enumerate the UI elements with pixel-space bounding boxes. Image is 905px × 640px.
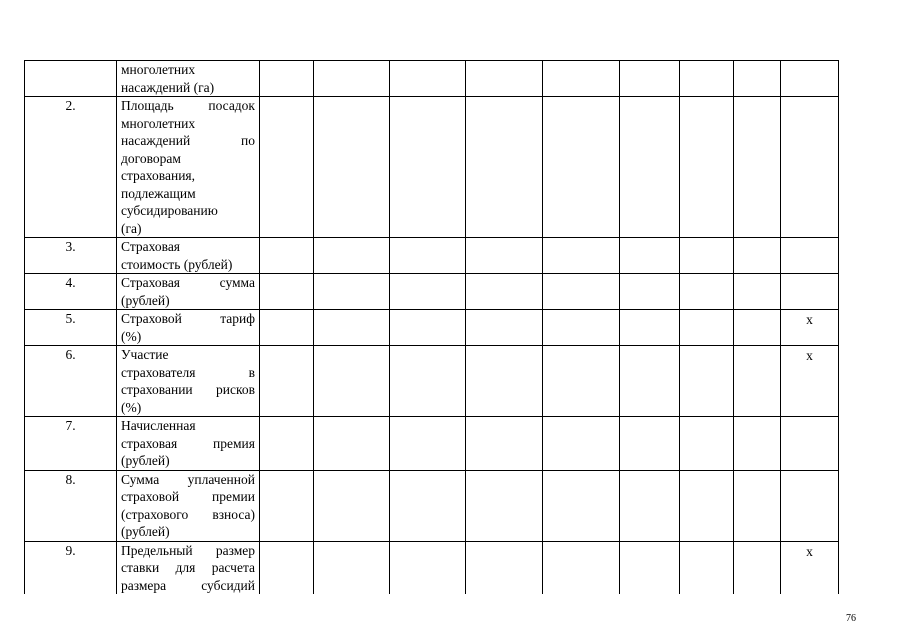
empty-cell: [734, 541, 781, 594]
description-line: (рублей): [121, 524, 170, 539]
empty-cell: [314, 346, 390, 417]
empty-cell: [390, 310, 466, 346]
description-line: Страховая: [121, 239, 181, 254]
empty-cell: [314, 470, 390, 541]
row-number: 7.: [25, 417, 117, 471]
description-line: страховой премии: [121, 489, 255, 504]
description-line: субсидированию: [121, 203, 218, 218]
empty-cell: [314, 238, 390, 274]
empty-cell: [734, 470, 781, 541]
empty-cell: [620, 238, 680, 274]
row-number: 8.: [25, 470, 117, 541]
empty-cell: [680, 310, 734, 346]
empty-cell: [260, 274, 314, 310]
table-row: [25, 417, 839, 471]
empty-cell: [680, 238, 734, 274]
row-description: [117, 470, 260, 541]
empty-cell: [543, 238, 620, 274]
not-applicable-mark: x: [781, 346, 839, 417]
empty-cell: [734, 97, 781, 238]
description-line: Страховой тариф: [121, 311, 255, 326]
not-applicable-mark: x: [781, 541, 839, 594]
not-applicable-mark: [781, 470, 839, 541]
empty-cell: [466, 470, 543, 541]
empty-cell: [260, 541, 314, 594]
not-applicable-mark: [781, 417, 839, 471]
empty-cell: [314, 61, 390, 97]
description-line: подлежащим: [121, 185, 196, 201]
description-line: (%): [121, 328, 142, 344]
description-line: страхователя в: [121, 364, 255, 380]
not-applicable-mark: [781, 274, 839, 310]
empty-cell: [390, 97, 466, 238]
empty-cell: [543, 97, 620, 238]
empty-cell: [680, 346, 734, 417]
empty-cell: [314, 274, 390, 310]
description-line: (%): [121, 399, 142, 415]
table-row: [25, 310, 839, 346]
empty-cell: [543, 470, 620, 541]
row-description: [117, 346, 260, 417]
description-line: (страхового взноса): [121, 506, 255, 522]
table-row: [25, 274, 839, 310]
empty-cell: [543, 310, 620, 346]
description-line: (рублей): [121, 453, 170, 468]
row-description: [117, 417, 260, 471]
not-applicable-mark: [781, 238, 839, 274]
empty-cell: [260, 310, 314, 346]
row-number: 5.: [25, 310, 117, 346]
empty-cell: [260, 417, 314, 471]
empty-cell: [314, 541, 390, 594]
row-number: 9.: [25, 541, 117, 594]
empty-cell: [390, 417, 466, 471]
empty-cell: [314, 310, 390, 346]
empty-cell: [466, 238, 543, 274]
description-line: насаждений по: [121, 133, 255, 148]
empty-cell: [734, 417, 781, 471]
description-line: (рублей): [121, 292, 170, 308]
empty-cell: [390, 274, 466, 310]
empty-cell: [680, 97, 734, 238]
empty-cell: [620, 346, 680, 417]
empty-cell: [466, 541, 543, 594]
empty-cell: [620, 97, 680, 238]
empty-cell: [680, 274, 734, 310]
empty-cell: [466, 417, 543, 471]
description-line: договорам: [121, 150, 181, 166]
row-number: 4.: [25, 274, 117, 310]
description-line: страховая премия: [121, 435, 255, 451]
empty-cell: [620, 470, 680, 541]
description-line: Предельный размер: [121, 542, 255, 558]
table-row: [25, 97, 839, 238]
table-row: [25, 541, 839, 594]
empty-cell: [543, 541, 620, 594]
empty-cell: [466, 346, 543, 417]
description-line: стоимость (рублей): [121, 256, 233, 272]
empty-cell: [260, 238, 314, 274]
description-line: Страховая сумма: [121, 275, 255, 290]
row-description: [117, 541, 260, 594]
row-description: [117, 61, 260, 97]
description-line: (га): [121, 220, 142, 236]
empty-cell: [260, 346, 314, 417]
empty-cell: [543, 346, 620, 417]
empty-cell: [734, 310, 781, 346]
table-row: [25, 238, 839, 274]
empty-cell: [390, 346, 466, 417]
empty-cell: [390, 61, 466, 97]
empty-cell: [466, 274, 543, 310]
row-number: [25, 61, 117, 97]
empty-cell: [680, 61, 734, 97]
description-line: насаждений (га): [121, 79, 215, 95]
description-line: размера субсидий: [121, 577, 255, 593]
empty-cell: [620, 310, 680, 346]
empty-cell: [734, 61, 781, 97]
row-number: 3.: [25, 238, 117, 274]
description-line: многолетних: [121, 115, 196, 131]
empty-cell: [314, 417, 390, 471]
empty-cell: [620, 61, 680, 97]
table-row: [25, 346, 839, 417]
description-line: страховании рисков: [121, 382, 255, 397]
row-number: 2.: [25, 97, 117, 238]
empty-cell: [466, 310, 543, 346]
row-description: [117, 97, 260, 238]
description-line: Площадь посадок: [121, 98, 255, 113]
empty-cell: [314, 97, 390, 238]
empty-cell: [620, 274, 680, 310]
empty-cell: [390, 541, 466, 594]
description-line: многолетних: [121, 62, 196, 77]
empty-cell: [543, 417, 620, 471]
empty-cell: [680, 470, 734, 541]
description-line: ставки для расчета: [121, 560, 255, 575]
empty-cell: [620, 417, 680, 471]
empty-cell: [680, 417, 734, 471]
empty-cell: [680, 541, 734, 594]
row-description: [117, 274, 260, 310]
empty-cell: [543, 274, 620, 310]
page-number: 76: [846, 613, 856, 624]
row-number: 6.: [25, 346, 117, 417]
empty-cell: [543, 61, 620, 97]
description-line: Участие: [121, 347, 169, 362]
empty-cell: [390, 470, 466, 541]
not-applicable-mark: x: [781, 310, 839, 346]
description-line: страхования,: [121, 168, 196, 183]
empty-cell: [734, 238, 781, 274]
table-row: [25, 61, 839, 97]
empty-cell: [734, 274, 781, 310]
description-line: Начисленная: [121, 418, 196, 433]
empty-cell: [466, 97, 543, 238]
empty-cell: [734, 346, 781, 417]
not-applicable-mark: [781, 97, 839, 238]
table-row: [25, 470, 839, 541]
row-description: [117, 310, 260, 346]
not-applicable-mark: [781, 61, 839, 97]
empty-cell: [620, 541, 680, 594]
empty-cell: [260, 470, 314, 541]
empty-cell: [466, 61, 543, 97]
row-description: [117, 238, 260, 274]
empty-cell: [260, 61, 314, 97]
subsidy-calculation-table: [24, 60, 839, 594]
empty-cell: [390, 238, 466, 274]
empty-cell: [260, 97, 314, 238]
description-line: Сумма уплаченной: [121, 471, 255, 487]
